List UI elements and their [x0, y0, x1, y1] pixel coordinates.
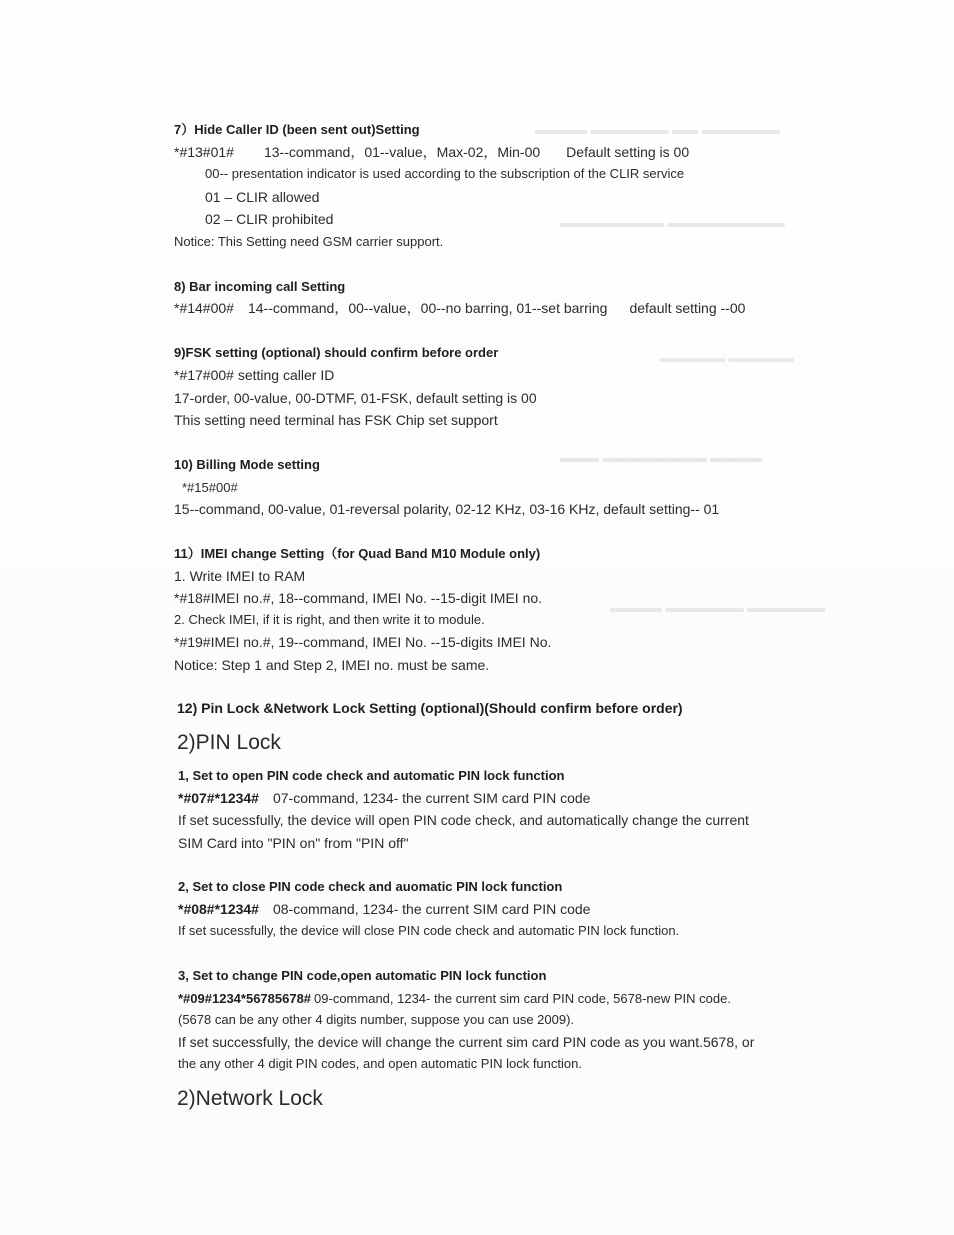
- pin-item-3-line-4: the any other 4 digit PIN codes, and open automatic PIN lock function.: [178, 1056, 582, 1071]
- bleed-through-text: ▬▬▬▬ ▬▬▬▬▬▬ ▬▬ ▬▬▬▬▬▬: [535, 122, 780, 137]
- pin-item-2-command-line: [178, 900, 590, 918]
- section-11-step-2: 2. Check IMEI, if it is right, and then write it to module.: [174, 612, 485, 627]
- section-11-step-1-command: *#18#IMEI no.#, 18--command, IMEI No. --15-digit IMEI no.: [174, 590, 543, 606]
- pin-item-1-command-line: [178, 789, 590, 807]
- section-7-default: Default setting is 00: [566, 144, 690, 160]
- section-7-description: 13--command，01--value，Max-02，Min-00: [263, 144, 541, 160]
- section-10-command: *#15#00#: [182, 480, 238, 495]
- section-8-description: 14--command，00--value，00--no barring, 01--set barring: [247, 300, 608, 316]
- section-7-heading: 7）Hide Caller ID (been sent out)Setting: [174, 122, 420, 137]
- section-8-command: *#14#00#: [174, 300, 234, 316]
- section-12-heading: 12) Pin Lock &Network Lock Setting (optional)(Should confirm before order): [177, 700, 683, 716]
- pin-item-2-note: If set sucessfully, the device will close PIN code check and automatic PIN lock function.: [178, 923, 680, 938]
- section-8-default: default setting --00: [629, 300, 746, 316]
- section-9-line-1: *#17#00# setting caller ID: [174, 367, 335, 383]
- pin-item-2-command: *#08#*1234#: [178, 901, 259, 917]
- bleed-through-text: ▬▬▬▬▬ ▬▬▬▬▬: [660, 350, 794, 365]
- section-7-option-02: 02 – CLIR prohibited: [205, 211, 334, 227]
- pin-lock-title: 2)PIN Lock: [177, 731, 281, 754]
- section-9-heading: 9)FSK setting (optional) should confirm before order: [174, 345, 499, 360]
- section-7-command: *#13#01#: [174, 144, 234, 160]
- section-7-option-01: 01 – CLIR allowed: [205, 189, 320, 205]
- section-9-line-3: This setting need terminal has FSK Chip set support: [174, 412, 498, 428]
- section-10-heading: 10) Billing Mode setting: [174, 457, 320, 472]
- bleed-through-text: ▬▬▬ ▬▬▬▬▬▬▬▬ ▬▬▬▬: [560, 450, 763, 465]
- section-11-step-2-command: *#19#IMEI no.#, 19--command, IMEI No. --15-digits IMEI No.: [174, 634, 552, 650]
- pin-item-1-description: 07-command, 1234- the current SIM card PIN code: [272, 790, 591, 806]
- network-lock-title: 2)Network Lock: [177, 1087, 323, 1110]
- pin-item-2-description: 08-command, 1234- the current SIM card PIN code: [272, 901, 591, 917]
- section-7-option-00: 00-- presentation indicator is used according to the subscription of the CLIR service: [205, 166, 685, 181]
- pin-item-1-heading: 1, Set to open PIN code check and automatic PIN lock function: [178, 768, 565, 783]
- section-9-line-2: 17-order, 00-value, 00-DTMF, 01-FSK, default setting is 00: [174, 390, 537, 406]
- pin-item-1-command: *#07#*1234#: [178, 790, 259, 806]
- pin-item-3-line-2: (5678 can be any other 4 digits number, suppose you can use 2009).: [178, 1012, 575, 1027]
- pin-item-3-description: 09-command, 1234- the current sim card PIN code, 5678-new PIN code.: [314, 991, 731, 1006]
- pin-item-1-note-1: If set sucessfully, the device will open PIN code check, and automatically change the current: [178, 812, 749, 828]
- bleed-through-text: ▬▬▬▬ ▬▬▬▬▬▬ ▬▬▬▬▬▬: [610, 600, 826, 615]
- pin-item-3-heading: 3, Set to change PIN code,open automatic PIN lock function: [178, 968, 547, 983]
- pin-item-3-command-line: [178, 989, 731, 1008]
- section-11-notice: Notice: Step 1 and Step 2, IMEI no. must be same.: [174, 657, 490, 673]
- pin-item-1-note-2: SIM Card into "PIN on" from "PIN off": [178, 835, 409, 851]
- section-11-heading: 11）IMEI change Setting（for Quad Band M10 Module only): [174, 546, 541, 561]
- section-11-step-1: 1. Write IMEI to RAM: [174, 568, 306, 584]
- bleed-through-text: ▬▬▬▬▬▬▬▬ ▬▬▬▬▬▬▬▬▬: [560, 215, 785, 230]
- section-8-heading: 8) Bar incoming call Setting: [174, 279, 346, 294]
- section-7-command-line: [174, 143, 689, 161]
- section-8-command-line: [174, 299, 745, 317]
- section-10-description: 15--command, 00-value, 01-reversal polarity, 02-12 KHz, 03-16 KHz, default setting-- 01: [174, 501, 720, 517]
- pin-item-2-heading: 2, Set to close PIN code check and auomatic PIN lock function: [178, 879, 563, 894]
- section-7-notice: Notice: This Setting need GSM carrier support.: [174, 234, 444, 249]
- pin-item-3-command: *#09#1234*56785678#: [178, 991, 312, 1006]
- pin-item-3-line-3: If set successfully, the device will change the current sim card PIN code as you want.5678, or: [178, 1034, 755, 1050]
